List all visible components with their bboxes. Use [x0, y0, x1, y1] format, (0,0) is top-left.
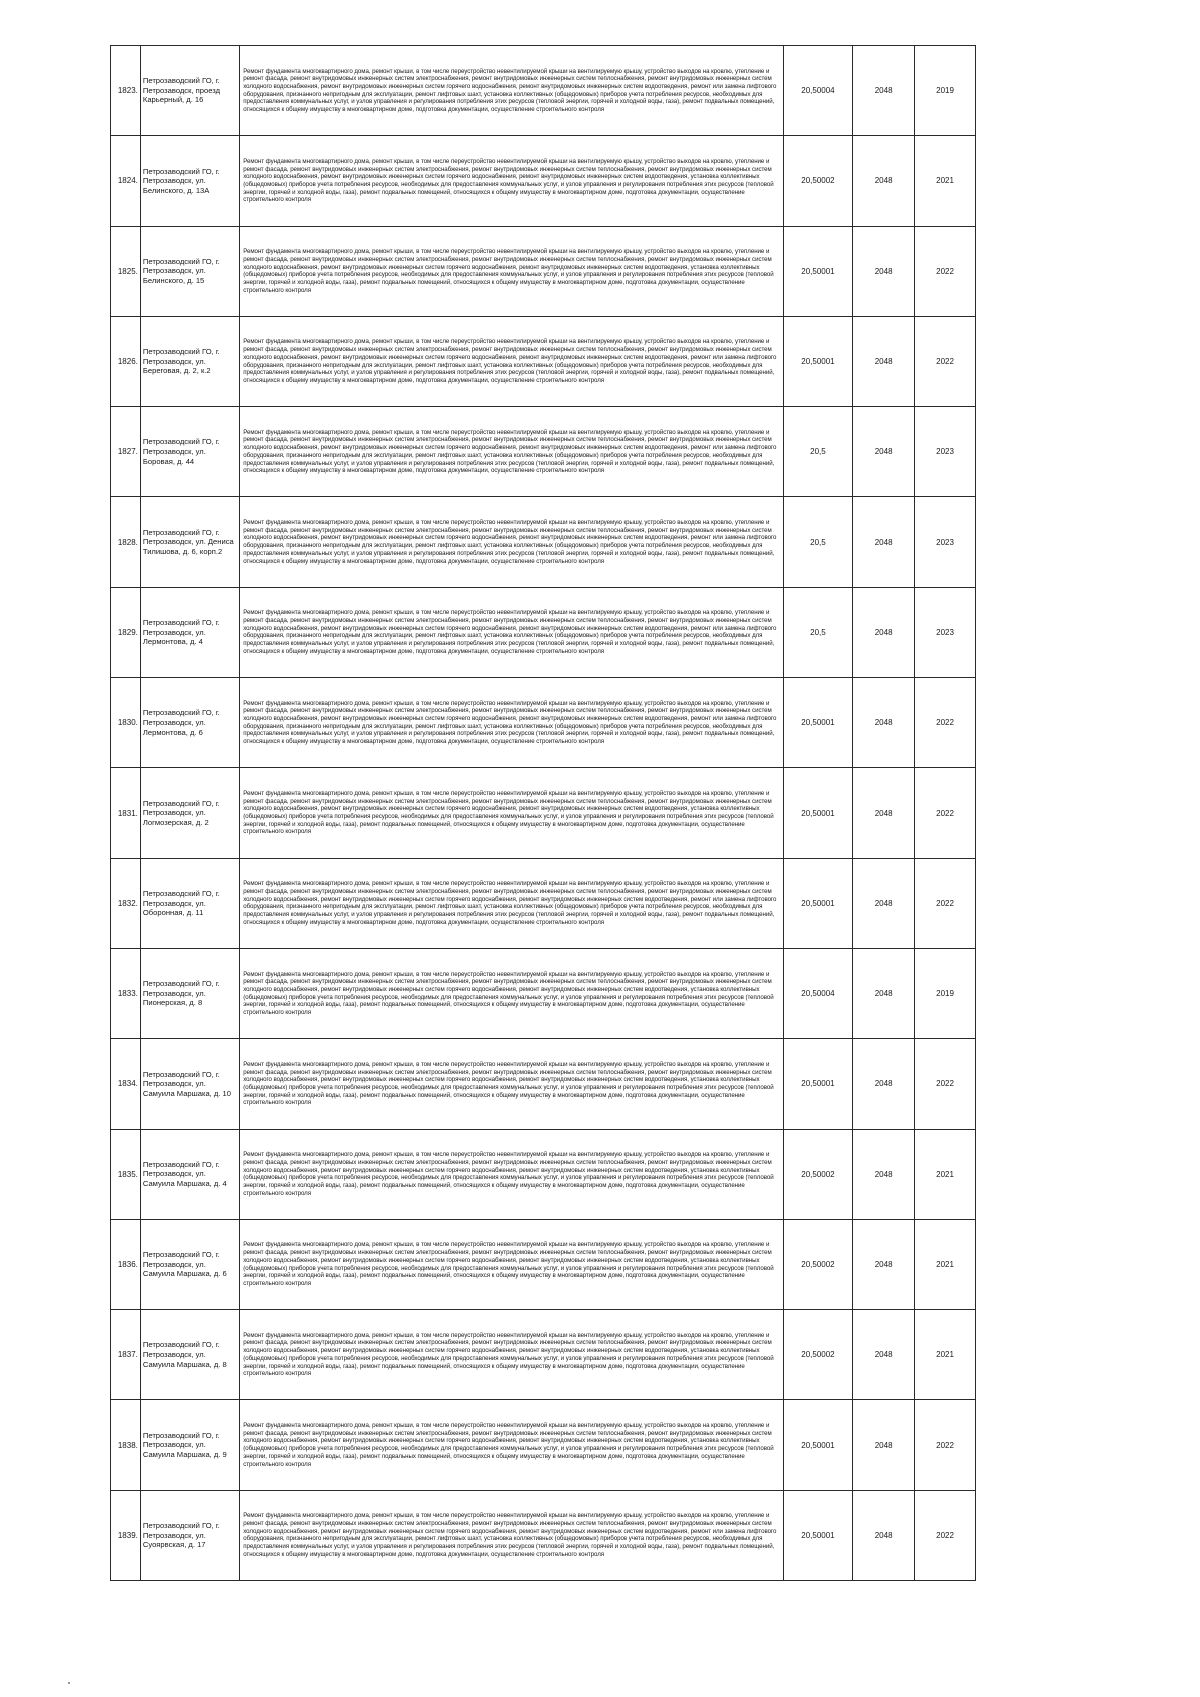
work-description: Ремонт фундамента многоквартирного дома, ремонт крыши, в том числе переустройство невентилируемой крыши на вентилируемую крышу, устройство выходов на кровлю, утепление и ремонт фасада, ремонт внутридомовых инженерных систем электроснабжения, ремонт внутридомовых инженерных систем теплоснабжения, ремонт внутридомовых инженерных систем холодного водоснабжения, ремонт внутридомовых инженерных систем горячего водоснабжения, ремонт внутридомовых инженерных систем водоотведения, ремонт или замена лифтового оборудования, признанного непригодным для эксплуатации, ремонт лифтовых шахт, установка коллективных (общедомовых) приборов учета потребления ресурсов, необходимых для предоставления коммунальных услуг, и узлов управления и регулирования потребления этих ресурсов (тепловой энергии, горячей и холодной воды, газа), ремонт подвальных помещений, относящихся к общему имуществу в многоквартирном доме, подготовка документации, осуществление строительного контроля: [240, 497, 784, 587]
work-description: Ремонт фундамента многоквартирного дома, ремонт крыши, в том числе переустройство невентилируемой крыши на вентилируемую крышу, устройство выходов на кровлю, утепление и ремонт фасада, ремонт внутридомовых инженерных систем электроснабжения, ремонт внутридомовых инженерных систем теплоснабжения, ремонт внутридомовых инженерных систем холодного водоснабжения, ремонт внутридомовых инженерных систем горячего водоснабжения, ремонт внутридомовых инженерных систем водоотведения, ремонт или замена лифтового оборудования, признанного непригодным для эксплуатации, ремонт лифтовых шахт, установка коллективных (общедомовых) приборов учета потребления ресурсов, необходимых для предоставления коммунальных услуг, и узлов управления и регулирования потребления этих ресурсов (тепловой энергии, горячей и холодной воды, газа), ремонт подвальных помещений, относящихся к общему имуществу в многоквартирном доме, подготовка документации, осуществление строительного контроля: [240, 858, 784, 948]
address-cell: Петрозаводский ГО, г. Петрозаводск, ул. Белинского, д. 13А: [140, 136, 239, 226]
address-cell: Петрозаводский ГО, г. Петрозаводск, ул. Белинского, д. 15: [140, 226, 239, 316]
work-description: Ремонт фундамента многоквартирного дома, ремонт крыши, в том числе переустройство невентилируемой крыши на вентилируемую крышу, устройство выходов на кровлю, утепление и ремонт фасада, ремонт внутридомовых инженерных систем электроснабжения, ремонт внутридомовых инженерных систем теплоснабжения, ремонт внутридомовых инженерных систем холодного водоснабжения, ремонт внутридомовых инженерных систем горячего водоснабжения, ремонт внутридомовых инженерных систем водоотведения, ремонт или замена лифтового оборудования, признанного непригодным для эксплуатации, ремонт лифтовых шахт, установка коллективных (общедомовых) приборов учета потребления ресурсов, необходимых для предоставления коммунальных услуг, и узлов управления и регулирования потребления этих ресурсов (тепловой энергии, горячей и холодной воды, газа), ремонт подвальных помещений, относящихся к общему имуществу в многоквартирном доме, подготовка документации, осуществление строительного контроля: [240, 1490, 784, 1580]
work-description: Ремонт фундамента многоквартирного дома, ремонт крыши, в том числе переустройство невентилируемой крыши на вентилируемую крышу, устройство выходов на кровлю, утепление и ремонт фасада, ремонт внутридомовых инженерных систем электроснабжения, ремонт внутридомовых инженерных систем теплоснабжения, ремонт внутридомовых инженерных систем холодного водоснабжения, ремонт внутридомовых инженерных систем горячего водоснабжения, ремонт внутридомовых инженерных систем водоотведения, установка коллективных (общедомовых) приборов учета потребления ресурсов, необходимых для предоставления коммунальных услуг, и узлов управления и регулирования потребления этих ресурсов (тепловой энергии, горячей и холодной воды, газа), ремонт подвальных помещений, относящихся к общему имуществу в многоквартирном доме, подготовка документации, осуществление строительного контроля: [240, 1400, 784, 1490]
year-plan-cell: 2021: [915, 1310, 976, 1400]
work-description: Ремонт фундамента многоквартирного дома, ремонт крыши, в том числе переустройство невентилируемой крыши на вентилируемую крышу, устройство выходов на кровлю, утепление и ремонт фасада, ремонт внутридомовых инженерных систем электроснабжения, ремонт внутридомовых инженерных систем теплоснабжения, ремонт внутридомовых инженерных систем холодного водоснабжения, ремонт внутридомовых инженерных систем горячего водоснабжения, ремонт внутридомовых инженерных систем водоотведения, ремонт или замена лифтового оборудования, признанного непригодным для эксплуатации, ремонт лифтовых шахт, установка коллективных (общедомовых) приборов учета потребления ресурсов, необходимых для предоставления коммунальных услуг, и узлов управления и регулирования потребления этих ресурсов (тепловой энергии, горячей и холодной воды, газа), ремонт подвальных помещений, относящихся к общему имуществу в многоквартирном доме, подготовка документации, осуществление строительного контроля: [240, 407, 784, 497]
year-plan-cell: 2022: [915, 1490, 976, 1580]
row-number: 1825.: [111, 226, 141, 316]
row-number: 1824.: [111, 136, 141, 226]
cost-cell: 20,50004: [783, 46, 852, 136]
row-number: 1836.: [111, 1219, 141, 1309]
work-description: Ремонт фундамента многоквартирного дома, ремонт крыши, в том числе переустройство невентилируемой крыши на вентилируемую крышу, устройство выходов на кровлю, утепление и ремонт фасада, ремонт внутридомовых инженерных систем электроснабжения, ремонт внутридомовых инженерных систем теплоснабжения, ремонт внутридомовых инженерных систем холодного водоснабжения, ремонт внутридомовых инженерных систем горячего водоснабжения, ремонт внутридомовых инженерных систем водоотведения, установка коллективных (общедомовых) приборов учета потребления ресурсов, необходимых для предоставления коммунальных услуг, и узлов управления и регулирования потребления этих ресурсов (тепловой энергии, горячей и холодной воды, газа), ремонт подвальных помещений, относящихся к общему имуществу в многоквартирном доме, подготовка документации, осуществление строительного контроля: [240, 1129, 784, 1219]
cost-cell: 20,50001: [783, 316, 852, 406]
year-end-cell: 2048: [853, 1310, 915, 1400]
row-number: 1826.: [111, 316, 141, 406]
table-row: [111, 226, 976, 316]
cost-cell: 20,50001: [783, 226, 852, 316]
cost-cell: 20,50001: [783, 858, 852, 948]
year-plan-cell: 2022: [915, 768, 976, 858]
cost-cell: 20,5: [783, 497, 852, 587]
table-row: [111, 407, 976, 497]
table-row: [111, 948, 976, 1038]
row-number: 1830.: [111, 678, 141, 768]
work-description: Ремонт фундамента многоквартирного дома, ремонт крыши, в том числе переустройство невентилируемой крыши на вентилируемую крышу, устройство выходов на кровлю, утепление и ремонт фасада, ремонт внутридомовых инженерных систем электроснабжения, ремонт внутридомовых инженерных систем теплоснабжения, ремонт внутридомовых инженерных систем холодного водоснабжения, ремонт внутридомовых инженерных систем горячего водоснабжения, ремонт внутридомовых инженерных систем водоотведения, установка коллективных (общедомовых) приборов учета потребления ресурсов, необходимых для предоставления коммунальных услуг, и узлов управления и регулирования потребления этих ресурсов (тепловой энергии, горячей и холодной воды, газа), ремонт подвальных помещений, относящихся к общему имуществу в многоквартирном доме, подготовка документации, осуществление строительного контроля: [240, 948, 784, 1038]
year-plan-cell: 2022: [915, 858, 976, 948]
table-row: [111, 768, 976, 858]
cost-cell: 20,50001: [783, 1490, 852, 1580]
row-number: 1832.: [111, 858, 141, 948]
row-number: 1829.: [111, 587, 141, 677]
cost-cell: 20,50001: [783, 1400, 852, 1490]
cost-cell: 20,50004: [783, 948, 852, 1038]
year-plan-cell: 2021: [915, 1219, 976, 1309]
year-plan-cell: 2019: [915, 948, 976, 1038]
table-row: [111, 1129, 976, 1219]
address-cell: Петрозаводский ГО, г. Петрозаводск, проезд Карьерный, д. 16: [140, 46, 239, 136]
year-end-cell: 2048: [853, 1039, 915, 1129]
scan-speck: [68, 1682, 70, 1684]
cost-cell: 20,50002: [783, 1310, 852, 1400]
table-row: [111, 1219, 976, 1309]
year-plan-cell: 2022: [915, 316, 976, 406]
row-number: 1827.: [111, 407, 141, 497]
table-row: [111, 1490, 976, 1580]
row-number: 1831.: [111, 768, 141, 858]
year-end-cell: 2048: [853, 587, 915, 677]
address-cell: Петрозаводский ГО, г. Петрозаводск, ул. Береговая, д. 2, к.2: [140, 316, 239, 406]
year-end-cell: 2048: [853, 136, 915, 226]
address-cell: Петрозаводский ГО, г. Петрозаводск, ул. Лермонтова, д. 4: [140, 587, 239, 677]
address-cell: Петрозаводский ГО, г. Петрозаводск, ул. Логмозерская, д. 2: [140, 768, 239, 858]
work-description: Ремонт фундамента многоквартирного дома, ремонт крыши, в том числе переустройство невентилируемой крыши на вентилируемую крышу, устройство выходов на кровлю, утепление и ремонт фасада, ремонт внутридомовых инженерных систем электроснабжения, ремонт внутридомовых инженерных систем теплоснабжения, ремонт внутридомовых инженерных систем холодного водоснабжения, ремонт внутридомовых инженерных систем горячего водоснабжения, ремонт внутридомовых инженерных систем водоотведения, ремонт или замена лифтового оборудования, признанного непригодным для эксплуатации, ремонт лифтовых шахт, установка коллективных (общедомовых) приборов учета потребления ресурсов, необходимых для предоставления коммунальных услуг, и узлов управления и регулирования потребления этих ресурсов (тепловой энергии, горячей и холодной воды, газа), ремонт подвальных помещений, относящихся к общему имуществу в многоквартирном доме, подготовка документации, осуществление строительного контроля: [240, 316, 784, 406]
address-cell: Петрозаводский ГО, г. Петрозаводск, ул. Самуила Маршака, д. 10: [140, 1039, 239, 1129]
row-number: 1837.: [111, 1310, 141, 1400]
address-cell: Петрозаводский ГО, г. Петрозаводск, ул. Самуила Маршака, д. 9: [140, 1400, 239, 1490]
work-description: Ремонт фундамента многоквартирного дома, ремонт крыши, в том числе переустройство невентилируемой крыши на вентилируемую крышу, устройство выходов на кровлю, утепление и ремонт фасада, ремонт внутридомовых инженерных систем электроснабжения, ремонт внутридомовых инженерных систем теплоснабжения, ремонт внутридомовых инженерных систем холодного водоснабжения, ремонт внутридомовых инженерных систем горячего водоснабжения, ремонт внутридомовых инженерных систем водоотведения, ремонт или замена лифтового оборудования, признанного непригодным для эксплуатации, ремонт лифтовых шахт, установка коллективных (общедомовых) приборов учета потребления ресурсов, необходимых для предоставления коммунальных услуг, и узлов управления и регулирования потребления этих ресурсов (тепловой энергии, горячей и холодной воды, газа), ремонт подвальных помещений, относящихся к общему имуществу в многоквартирном доме, подготовка документации, осуществление строительного контроля: [240, 678, 784, 768]
table-row: [111, 316, 976, 406]
cost-cell: 20,5: [783, 587, 852, 677]
year-plan-cell: 2021: [915, 1129, 976, 1219]
year-end-cell: 2048: [853, 407, 915, 497]
work-description: Ремонт фундамента многоквартирного дома, ремонт крыши, в том числе переустройство невентилируемой крыши на вентилируемую крышу, устройство выходов на кровлю, утепление и ремонт фасада, ремонт внутридомовых инженерных систем электроснабжения, ремонт внутридомовых инженерных систем теплоснабжения, ремонт внутридомовых инженерных систем холодного водоснабжения, ремонт внутридомовых инженерных систем горячего водоснабжения, ремонт внутридомовых инженерных систем водоотведения, установка коллективных (общедомовых) приборов учета потребления ресурсов, необходимых для предоставления коммунальных услуг, и узлов управления и регулирования потребления этих ресурсов (тепловой энергии, горячей и холодной воды, газа), ремонт подвальных помещений, относящихся к общему имуществу в многоквартирном доме, подготовка документации, осуществление строительного контроля: [240, 1310, 784, 1400]
year-end-cell: 2048: [853, 1400, 915, 1490]
year-end-cell: 2048: [853, 948, 915, 1038]
address-cell: Петрозаводский ГО, г. Петрозаводск, ул. Пионерская, д. 8: [140, 948, 239, 1038]
year-plan-cell: 2022: [915, 1039, 976, 1129]
row-number: 1828.: [111, 497, 141, 587]
year-plan-cell: 2019: [915, 46, 976, 136]
table-row: [111, 136, 976, 226]
cost-cell: 20,5: [783, 407, 852, 497]
year-plan-cell: 2022: [915, 1400, 976, 1490]
cost-cell: 20,50001: [783, 678, 852, 768]
year-end-cell: 2048: [853, 858, 915, 948]
address-cell: Петрозаводский ГО, г. Петрозаводск, ул. Самуила Маршака, д. 8: [140, 1310, 239, 1400]
table-row: [111, 587, 976, 677]
table-body: [111, 46, 976, 1581]
work-description: Ремонт фундамента многоквартирного дома, ремонт крыши, в том числе переустройство невентилируемой крыши на вентилируемую крышу, устройство выходов на кровлю, утепление и ремонт фасада, ремонт внутридомовых инженерных систем электроснабжения, ремонт внутридомовых инженерных систем теплоснабжения, ремонт внутридомовых инженерных систем холодного водоснабжения, ремонт внутридомовых инженерных систем горячего водоснабжения, ремонт внутридомовых инженерных систем водоотведения, установка коллективных (общедомовых) приборов учета потребления ресурсов, необходимых для предоставления коммунальных услуг, и узлов управления и регулирования потребления этих ресурсов (тепловой энергии, горячей и холодной воды, газа), ремонт подвальных помещений, относящихся к общему имуществу в многоквартирном доме, подготовка документации, осуществление строительного контроля: [240, 768, 784, 858]
year-end-cell: 2048: [853, 768, 915, 858]
year-plan-cell: 2023: [915, 497, 976, 587]
table-row: [111, 497, 976, 587]
address-cell: Петрозаводский ГО, г. Петрозаводск, ул. Лермонтова, д. 6: [140, 678, 239, 768]
address-cell: Петрозаводский ГО, г. Петрозаводск, ул. Дениса Тилишова, д. 6, корп.2: [140, 497, 239, 587]
cost-cell: 20,50001: [783, 1039, 852, 1129]
year-end-cell: 2048: [853, 46, 915, 136]
address-cell: Петрозаводский ГО, г. Петрозаводск, ул. Оборонная, д. 11: [140, 858, 239, 948]
year-plan-cell: 2023: [915, 587, 976, 677]
address-cell: Петрозаводский ГО, г. Петрозаводск, ул. Самуила Маршака, д. 4: [140, 1129, 239, 1219]
year-end-cell: 2048: [853, 1490, 915, 1580]
work-description: Ремонт фундамента многоквартирного дома, ремонт крыши, в том числе переустройство невентилируемой крыши на вентилируемую крышу, устройство выходов на кровлю, утепление и ремонт фасада, ремонт внутридомовых инженерных систем электроснабжения, ремонт внутридомовых инженерных систем теплоснабжения, ремонт внутридомовых инженерных систем холодного водоснабжения, ремонт внутридомовых инженерных систем горячего водоснабжения, ремонт внутридомовых инженерных систем водоотведения, установка коллективных (общедомовых) приборов учета потребления ресурсов, необходимых для предоставления коммунальных услуг, и узлов управления и регулирования потребления этих ресурсов (тепловой энергии, горячей и холодной воды, газа), ремонт подвальных помещений, относящихся к общему имуществу в многоквартирном доме, подготовка документации, осуществление строительного контроля: [240, 1219, 784, 1309]
address-cell: Петрозаводский ГО, г. Петрозаводск, ул. Боровая, д. 44: [140, 407, 239, 497]
cost-cell: 20,50002: [783, 136, 852, 226]
year-end-cell: 2048: [853, 316, 915, 406]
table-row: [111, 1039, 976, 1129]
table-row: [111, 1400, 976, 1490]
work-description: Ремонт фундамента многоквартирного дома, ремонт крыши, в том числе переустройство невентилируемой крыши на вентилируемую крышу, устройство выходов на кровлю, утепление и ремонт фасада, ремонт внутридомовых инженерных систем электроснабжения, ремонт внутридомовых инженерных систем теплоснабжения, ремонт внутридомовых инженерных систем холодного водоснабжения, ремонт внутридомовых инженерных систем горячего водоснабжения, ремонт внутридомовых инженерных систем водоотведения, ремонт или замена лифтового оборудования, признанного непригодным для эксплуатации, ремонт лифтовых шахт, установка коллективных (общедомовых) приборов учета потребления ресурсов, необходимых для предоставления коммунальных услуг, и узлов управления и регулирования потребления этих ресурсов (тепловой энергии, горячей и холодной воды, газа), ремонт подвальных помещений, относящихся к общему имуществу в многоквартирном доме, подготовка документации, осуществление строительного контроля: [240, 587, 784, 677]
year-end-cell: 2048: [853, 1129, 915, 1219]
table-row: [111, 1310, 976, 1400]
row-number: 1833.: [111, 948, 141, 1038]
row-number: 1838.: [111, 1400, 141, 1490]
year-plan-cell: 2021: [915, 136, 976, 226]
year-plan-cell: 2022: [915, 678, 976, 768]
work-description: Ремонт фундамента многоквартирного дома, ремонт крыши, в том числе переустройство невентилируемой крыши на вентилируемую крышу, устройство выходов на кровлю, утепление и ремонт фасада, ремонт внутридомовых инженерных систем электроснабжения, ремонт внутридомовых инженерных систем теплоснабжения, ремонт внутридомовых инженерных систем холодного водоснабжения, ремонт внутридомовых инженерных систем горячего водоснабжения, ремонт внутридомовых инженерных систем водоотведения, установка коллективных (общедомовых) приборов учета потребления ресурсов, необходимых для предоставления коммунальных услуг, и узлов управления и регулирования потребления этих ресурсов (тепловой энергии, горячей и холодной воды, газа), ремонт подвальных помещений, относящихся к общему имуществу в многоквартирном доме, подготовка документации, осуществление строительного контроля: [240, 226, 784, 316]
work-description: Ремонт фундамента многоквартирного дома, ремонт крыши, в том числе переустройство невентилируемой крыши на вентилируемую крышу, устройство выходов на кровлю, утепление и ремонт фасада, ремонт внутридомовых инженерных систем электроснабжения, ремонт внутридомовых инженерных систем теплоснабжения, ремонт внутридомовых инженерных систем холодного водоснабжения, ремонт внутридомовых инженерных систем горячего водоснабжения, ремонт внутридомовых инженерных систем водоотведения, ремонт или замена лифтового оборудования, признанного непригодным для эксплуатации, ремонт лифтовых шахт, установка коллективных (общедомовых) приборов учета потребления ресурсов, необходимых для предоставления коммунальных услуг, и узлов управления и регулирования потребления этих ресурсов (тепловой энергии, горячей и холодной воды, газа), ремонт подвальных помещений, относящихся к общему имуществу в многоквартирном доме, подготовка документации, осуществление строительного контроля: [240, 46, 784, 136]
year-end-cell: 2048: [853, 497, 915, 587]
row-number: 1835.: [111, 1129, 141, 1219]
row-number: 1834.: [111, 1039, 141, 1129]
work-description: Ремонт фундамента многоквартирного дома, ремонт крыши, в том числе переустройство невентилируемой крыши на вентилируемую крышу, устройство выходов на кровлю, утепление и ремонт фасада, ремонт внутридомовых инженерных систем электроснабжения, ремонт внутридомовых инженерных систем теплоснабжения, ремонт внутридомовых инженерных систем холодного водоснабжения, ремонт внутридомовых инженерных систем горячего водоснабжения, ремонт внутридомовых инженерных систем водоотведения, установка коллективных (общедомовых) приборов учета потребления ресурсов, необходимых для предоставления коммунальных услуг, и узлов управления и регулирования потребления этих ресурсов (тепловой энергии, горячей и холодной воды, газа), ремонт подвальных помещений, относящихся к общему имуществу в многоквартирном доме, подготовка документации, осуществление строительного контроля: [240, 1039, 784, 1129]
table-row: [111, 858, 976, 948]
year-plan-cell: 2023: [915, 407, 976, 497]
year-end-cell: 2048: [853, 678, 915, 768]
year-end-cell: 2048: [853, 1219, 915, 1309]
table-row: [111, 46, 976, 136]
row-number: 1839.: [111, 1490, 141, 1580]
address-cell: Петрозаводский ГО, г. Петрозаводск, ул. Суоярвская, д. 17: [140, 1490, 239, 1580]
cost-cell: 20,50002: [783, 1129, 852, 1219]
capital-repair-table: [110, 45, 976, 1581]
year-end-cell: 2048: [853, 226, 915, 316]
table-row: [111, 678, 976, 768]
address-cell: Петрозаводский ГО, г. Петрозаводск, ул. Самуила Маршака, д. 6: [140, 1219, 239, 1309]
row-number: 1823.: [111, 46, 141, 136]
cost-cell: 20,50001: [783, 768, 852, 858]
year-plan-cell: 2022: [915, 226, 976, 316]
work-description: Ремонт фундамента многоквартирного дома, ремонт крыши, в том числе переустройство невентилируемой крыши на вентилируемую крышу, устройство выходов на кровлю, утепление и ремонт фасада, ремонт внутридомовых инженерных систем электроснабжения, ремонт внутридомовых инженерных систем теплоснабжения, ремонт внутридомовых инженерных систем холодного водоснабжения, ремонт внутридомовых инженерных систем горячего водоснабжения, ремонт внутридомовых инженерных систем водоотведения, установка коллективных (общедомовых) приборов учета потребления ресурсов, необходимых для предоставления коммунальных услуг, и узлов управления и регулирования потребления этих ресурсов (тепловой энергии, горячей и холодной воды, газа), ремонт подвальных помещений, относящихся к общему имуществу в многоквартирном доме, подготовка документации, осуществление строительного контроля: [240, 136, 784, 226]
cost-cell: 20,50002: [783, 1219, 852, 1309]
